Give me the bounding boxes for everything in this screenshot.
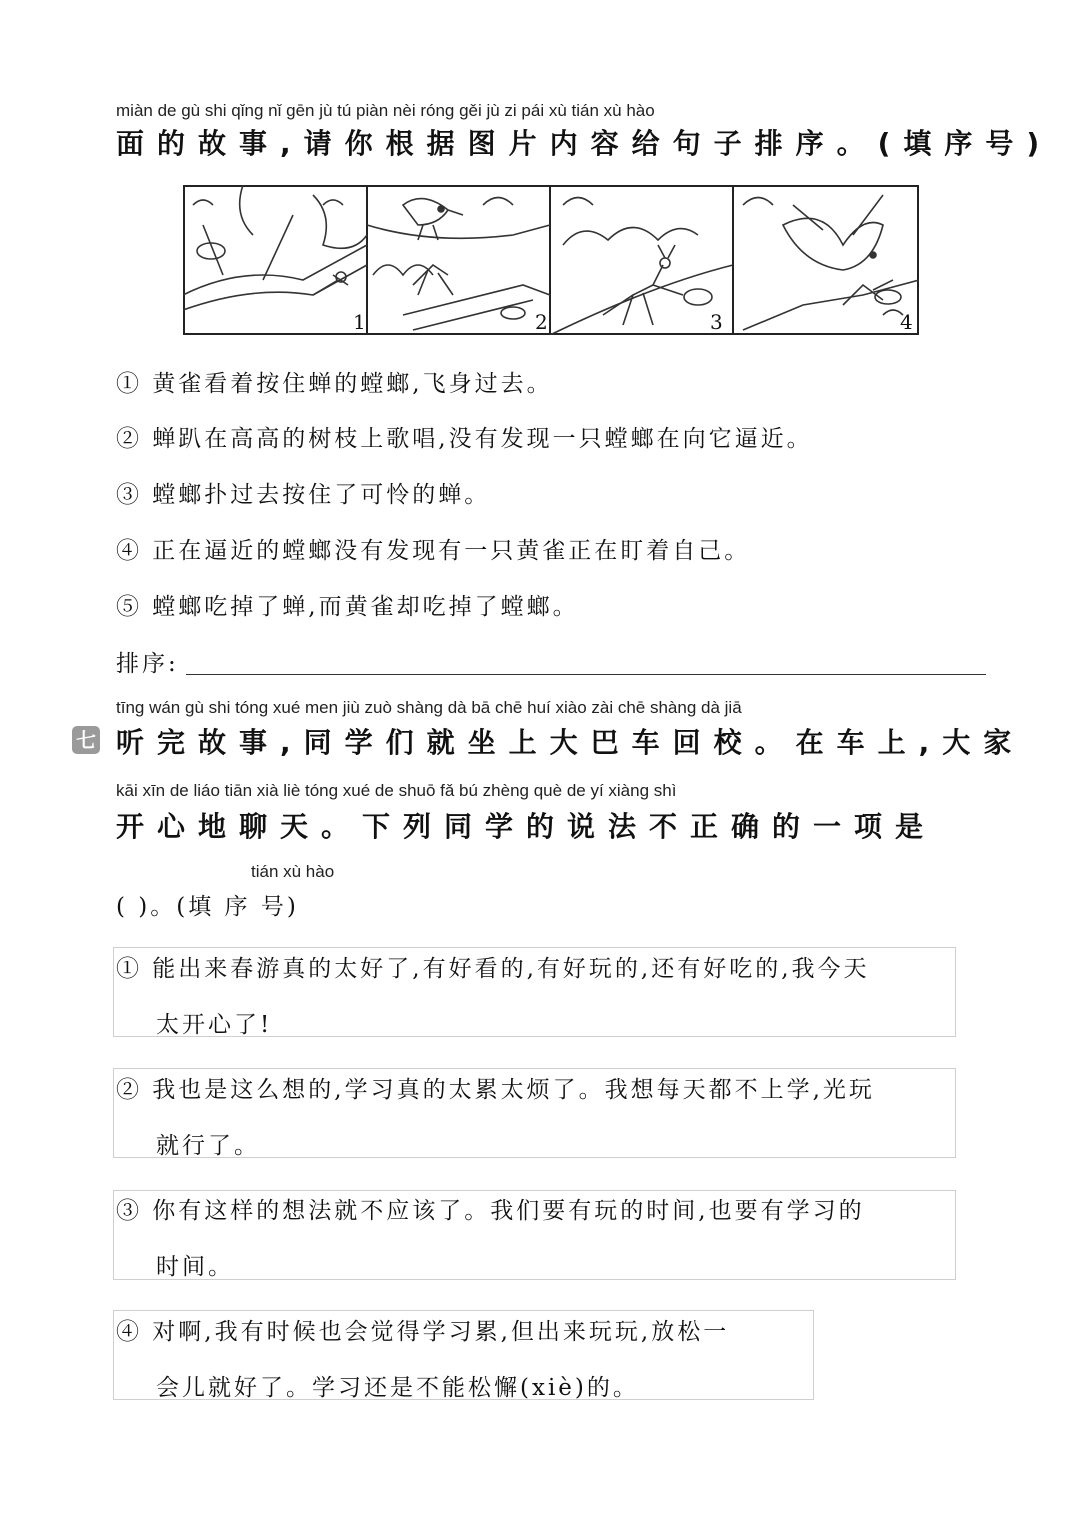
option-3-line-1: ③ 你有这样的想法就不应该了。我们要有玩的时间,也要有学习的 <box>116 1198 865 1224</box>
sentence-4: ④ 正在逼近的螳螂没有发现有一只黄雀正在盯着自己。 <box>116 538 751 564</box>
option-1-line-1: ① 能出来春游真的太好了,有好看的,有好玩的,还有好吃的,我今天 <box>116 956 870 982</box>
panel-number: 4 <box>900 310 913 334</box>
q7-answer-blank[interactable]: ( )。(填 序 号) <box>116 894 299 920</box>
order-label: 排序: <box>116 651 179 677</box>
panel-number: 1 <box>353 310 366 334</box>
q7-pinyin-3: tián xù hào <box>251 862 335 881</box>
option-1-line-2: 太开心了! <box>156 1012 273 1038</box>
order-answer-line[interactable] <box>186 674 986 675</box>
panel-number: 3 <box>710 310 723 334</box>
q6-instruction: 面的故事,请你根据图片内容给句子排序。(填序号) <box>116 127 1053 160</box>
panel-number: 2 <box>535 310 548 334</box>
sentence-1: ① 黄雀看着按住蝉的螳螂,飞身过去。 <box>116 371 553 397</box>
sentence-2: ② 蝉趴在高高的树枝上歌唱,没有发现一只螳螂在向它逼近。 <box>116 426 813 452</box>
q7-line-2: 开心地聊天。下列同学的说法不正确的一项是 <box>116 810 937 843</box>
q7-pinyin-1: tīng wán gù shi tóng xué men jiù zuò shàng dà bā chē huí xiào zài chē shàng dà jiā <box>116 698 742 717</box>
sentence-3: ③ 螳螂扑过去按住了可怜的蝉。 <box>116 482 491 508</box>
q7-pinyin-2: kāi xīn de liáo tiān xià liè tóng xué de shuō fǎ bú zhèng què de yí xiàng shì <box>116 781 677 800</box>
sentence-5: ⑤ 螳螂吃掉了蝉,而黄雀却吃掉了螳螂。 <box>116 594 579 620</box>
option-4-line-1: ④ 对啊,我有时候也会觉得学习累,但出来玩玩,放松一 <box>116 1319 730 1345</box>
story-picture-strip <box>183 185 919 335</box>
option-2-line-2: 就行了。 <box>156 1133 260 1159</box>
option-2-line-1: ② 我也是这么想的,学习真的太累太烦了。我想每天都不上学,光玩 <box>116 1077 875 1103</box>
option-4-line-2: 会儿就好了。学习还是不能松懈(xiè)的。 <box>156 1375 639 1401</box>
q7-badge: 七 <box>72 726 100 754</box>
q7-line-1: 听完故事,同学们就坐上大巴车回校。在车上,大家 <box>116 726 1025 759</box>
q6-pinyin: miàn de gù shi qǐng nǐ gēn jù tú piàn nèi róng gěi jù zi pái xù tián xù hào <box>116 101 655 120</box>
option-3-line-2: 时间。 <box>156 1254 234 1280</box>
story-illustration <box>183 185 919 335</box>
